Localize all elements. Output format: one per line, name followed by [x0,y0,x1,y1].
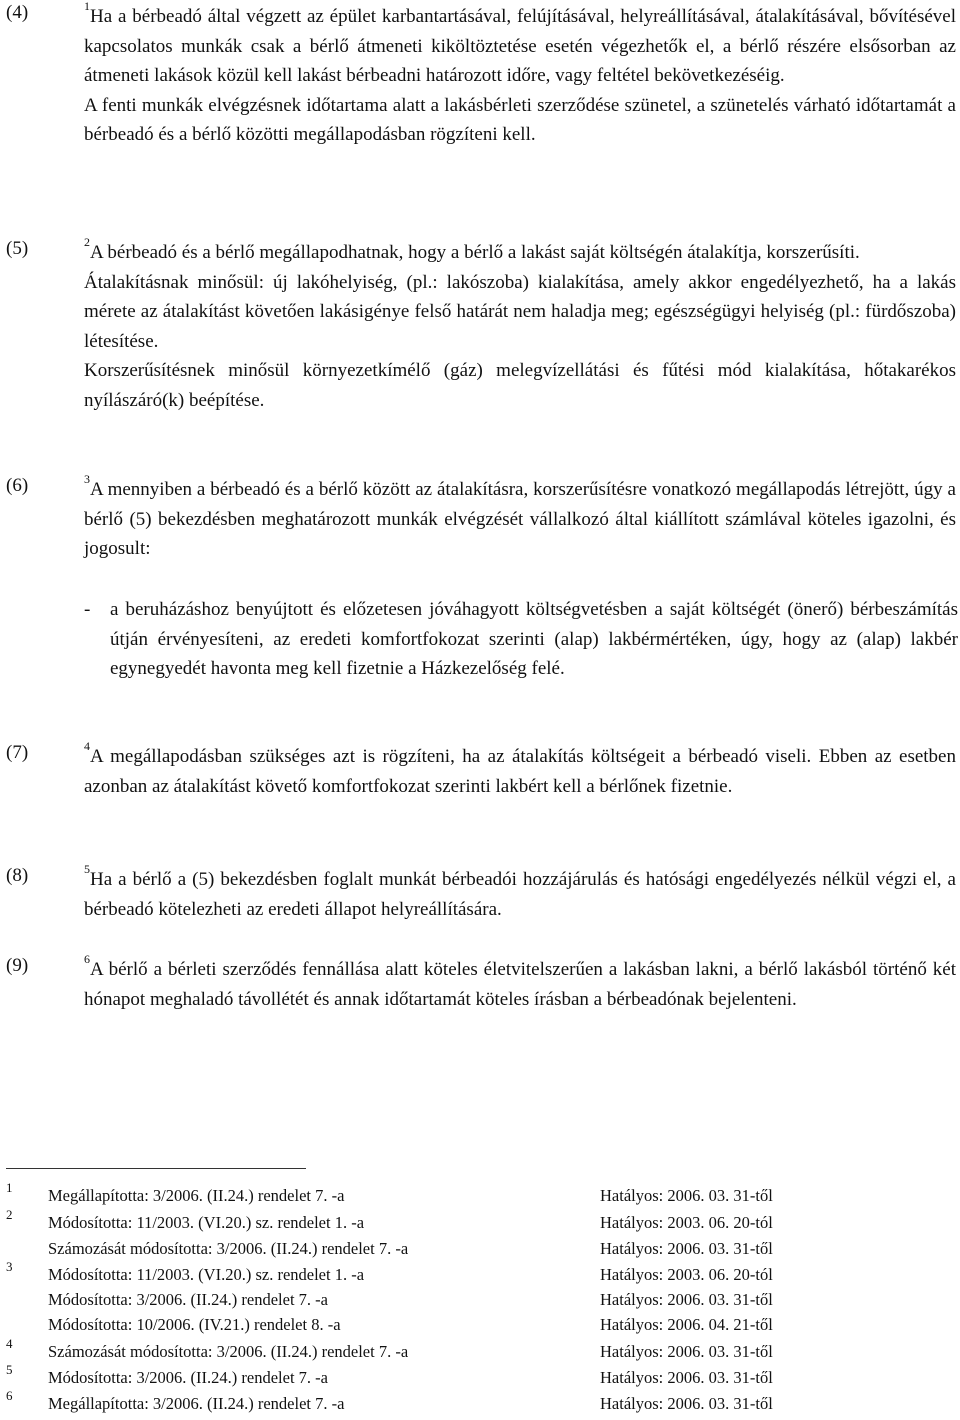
footnote [6,1388,956,1420]
paragraph-line: Átalakításnak minősül: új lakóhelyiség, (pl.: lakószoba) kialakítása, amely akkor engedélyezhető, ha a lakás mérete az átalakítást követően lakásigénye felső határát nem haladja meg; egészségügyi helyiség (pl.: fürdőszoba) létesítése. [84,271,956,352]
footnote-text: Megállapította: 3/2006. (II.24.) rendelet 7. -a [48,1186,345,1205]
footnote-text: Számozását módosította: 3/2006. (II.24.) rendelet 7. -a [48,1342,409,1361]
footnote [6,1315,956,1341]
paragraph-line: $^5$Ha a bérlő a (5) bekezdésben foglalt munkát bérbeadói hozzájárulás és hatósági engedélyezés nélkül végzi el, a bérbeadó kötelezheti az eredeti állapot helyreállítására. [84,862,956,920]
paragraph-5 [6,235,956,416]
paragraph-line: Korszerűsítésnek minősül környezetkímélő (gáz) melegvízellátási és fűtési mód kialakítása, hőtakarékos nyílászáró(k) beépítése. [84,360,956,411]
paragraph-text [84,739,956,801]
footnote-ref[interactable]: 4 [84,739,90,753]
paragraph-number: (4) [6,2,29,23]
footnote-effective-date: Hatályos: 2003. 06. 20-tól [600,1265,773,1284]
footnote-effective-date: Hatályos: 2006. 03. 31-től [600,1290,773,1309]
footnote-separator [6,1168,306,1169]
paragraph-line: $^2$A bérbeadó és a bérlő megállapodhatnak, hogy a bérlő a lakást saját költségén átalakítja, korszerűsíti. [84,235,860,263]
footnote-text: Módosította: 10/2006. (IV.21.) rendelet 8. -a [48,1315,341,1334]
footnote-number: 5 [6,1362,13,1377]
footnote-effective-date: Hatályos: 2006. 04. 21-től [600,1315,773,1334]
footnote-ref[interactable]: 5 [84,862,90,876]
footnote-ref[interactable]: 6 [84,952,90,966]
paragraph-text [84,472,956,564]
paragraph-4 [6,2,956,150]
paragraph-text [84,862,956,924]
footnote-text: Módosította: 3/2006. (II.24.) rendelet 7. -a [48,1290,328,1309]
dash-list-item [84,595,958,684]
paragraph-line: A fenti munkák elvégzésnek időtartama alatt a lakásbérleti szerződése szünetel, a szünetelés várható időtartamát a bérbeadó és a bérlő közötti megállapodásban rögzíteni kell. [84,94,956,146]
paragraph-9 [6,952,956,1014]
footnote-effective-date: Hatályos: 2006. 03. 31-től [600,1368,773,1387]
footnote-text: Számozását módosította: 3/2006. (II.24.) rendelet 7. -a [48,1239,409,1258]
footnote-text: Módosította: 11/2003. (VI.20.) sz. rendelet 1. -a [48,1213,365,1232]
footnote-text: Módosította: 11/2003. (VI.20.) sz. rendelet 1. -a [48,1265,365,1284]
paragraph-number: (9) [6,955,29,976]
footnote-number: 2 [6,1207,13,1222]
footnote [6,1336,956,1368]
footnote [6,1259,956,1291]
footnote-number: 1 [6,1180,13,1195]
footnote-effective-date: Hatályos: 2006. 03. 31-től [600,1342,773,1361]
paragraph-text [84,235,956,416]
footnote [6,1239,956,1265]
paragraph-number: (8) [6,865,29,886]
paragraph-text [84,2,956,150]
footnote-effective-date: Hatályos: 2003. 06. 20-tól [600,1213,773,1232]
footnote-ref[interactable]: 2 [84,235,90,249]
paragraph-8 [6,862,956,924]
dash-item-text: a beruházáshoz benyújtott és előzetesen jóváhagyott költségvetésben a saját költségét (önerő) bérbeszámítás útján érvényesíteni, az eredeti komfortfokozat szerinti (alap) lakbérmértéken, úgy, hogy az (alap) lakbér egynegyedét havonta meg kell fizetnie a Házkezelőség felé. [110,599,958,680]
paragraph-number: (6) [6,475,29,496]
dash-bullet: - [84,599,91,620]
paragraph-6 [6,472,956,564]
footnote-number: 3 [6,1259,13,1274]
footnote-ref[interactable]: 3 [84,472,90,486]
paragraph-line: $^3$A mennyiben a bérbeadó és a bérlő között az átalakításra, korszerűsítésre vonatkozó megállapodás létrejött, úgy a bérlő (5) bekezdésben meghatározott munkák elvégzését vállalkozó által kiállított számlával köteles igazolni, és jogosult: [84,472,956,560]
paragraph-number: (7) [6,742,29,763]
paragraph-number: (5) [6,238,29,259]
footnote-ref[interactable]: 1 [84,0,90,13]
paragraph-line: $^1$Ha a bérbeadó által végzett az épület karbantartásával, felújításával, helyreállításával, átalakításával, bővítésével kapcsolatos munkák csak a bérlő átmeneti kiköltöztetése esetén végezhetők el, a bérlő részére elsősorban az átmeneti lakások közül kell lakást bérbeadni határozott időre, vagy feltétel bekövetkezéséig. [84,0,956,87]
footnote [6,1290,956,1316]
footnote-effective-date: Hatályos: 2006. 03. 31-től [600,1239,773,1258]
paragraph-line: $^6$A bérlő a bérleti szerződés fennállása alatt köteles életvitelszerűen a lakásban lakni, a bérlő lakásból történő két hónapot meghaladó távollétét és annak időtartamát köteles írásban a bérbeadónak bejelenteni. [84,952,956,1010]
footnote-effective-date: Hatályos: 2006. 03. 31-től [600,1394,773,1413]
footnote-effective-date: Hatályos: 2006. 03. 31-től [600,1186,773,1205]
footnote-text: Megállapította: 3/2006. (II.24.) rendelet 7. -a [48,1394,345,1413]
paragraph-7 [6,739,956,801]
footnote [6,1207,956,1239]
paragraph-line: $^4$A megállapodásban szükséges azt is rögzíteni, ha az átalakítás költségeit a bérbeadó viseli. Ebben az esetben azonban az átalakítást követő komfortfokozat szerinti lakbért kell a bérlőnek fizetnie. [84,739,956,797]
footnote-number: 6 [6,1388,13,1403]
paragraph-text [84,952,956,1014]
footnote-number: 4 [6,1336,13,1351]
footnote [6,1362,956,1394]
footnote-text: Módosította: 3/2006. (II.24.) rendelet 7. -a [48,1368,328,1387]
footnote [6,1180,956,1212]
